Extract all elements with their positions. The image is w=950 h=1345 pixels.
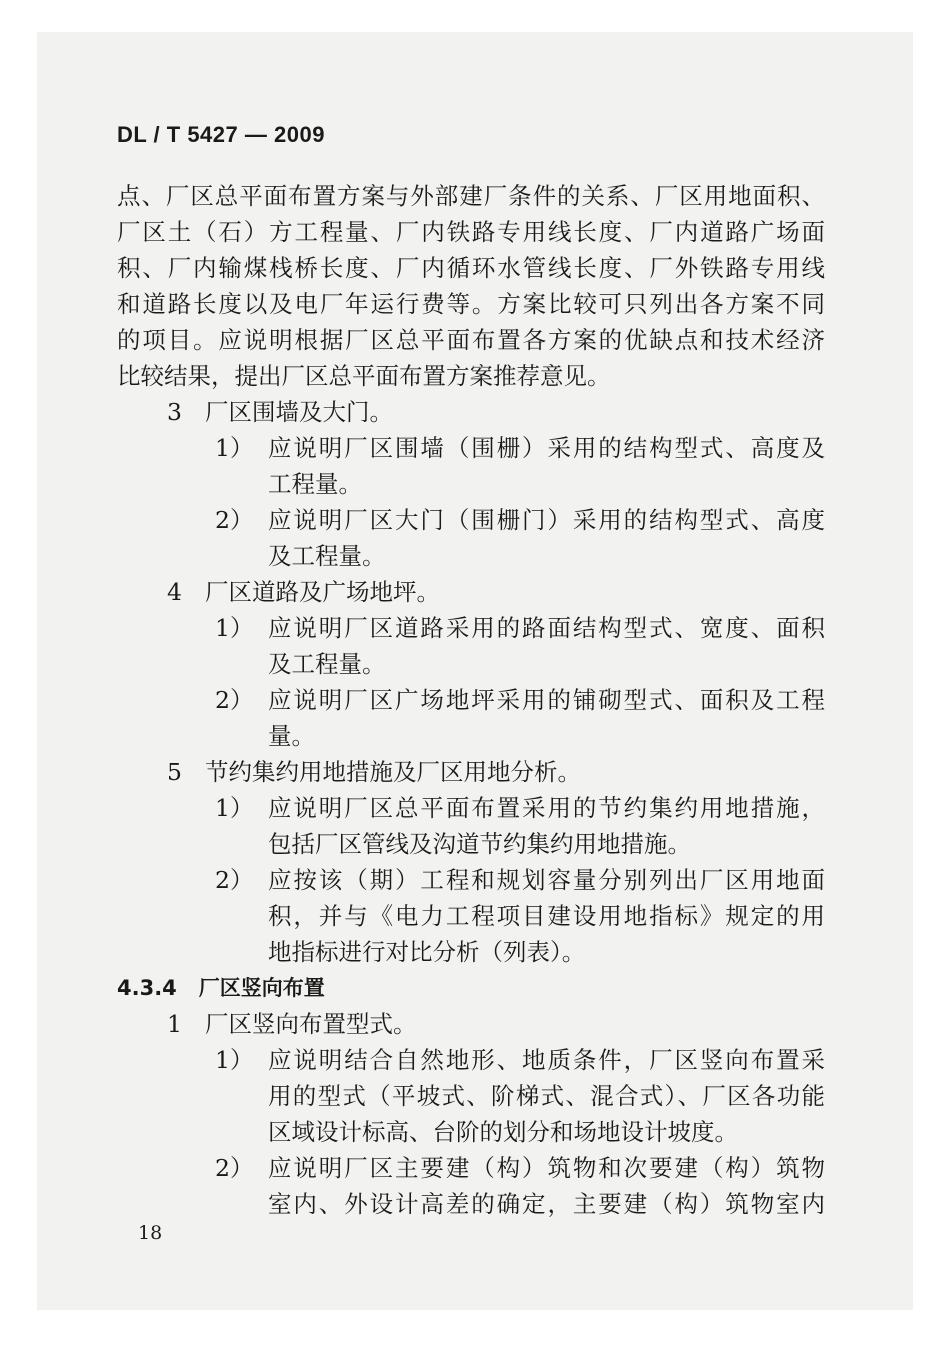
intro-line: 厂区土（石）方工程量、厂内铁路专用线长度、厂内道路广场面 [117, 218, 825, 246]
sub-item-number: 2） [215, 506, 254, 534]
sub-item-line: 积，并与《电力工程项目建设用地指标》规定的用 [268, 902, 825, 930]
intro-line: 和道路长度以及电厂年运行费等。方案比较可只列出各方案不同 [117, 290, 825, 318]
item-number: 3 [167, 398, 182, 426]
sub-item-line: 用的型式（平坡式、阶梯式、混合式）、厂区各功能 [268, 1082, 825, 1110]
sub-item-line: 应按该（期）工程和规划容量分别列出厂区用地面 [268, 866, 825, 894]
sub-item-line: 量。 [268, 722, 315, 750]
sub-item-number: 1） [215, 794, 254, 822]
section-number: 4.3.4 [117, 976, 177, 1000]
sub-item-line: 室内、外设计高差的确定，主要建（构）筑物室内 [268, 1190, 825, 1218]
sub-item-line: 工程量。 [268, 470, 362, 498]
section-title: 厂区竖向布置 [198, 976, 325, 1000]
sub-item-number: 1） [215, 1046, 254, 1074]
sub-item-number: 2） [215, 686, 254, 714]
intro-line: 比较结果，提出厂区总平面布置方案推荐意见。 [117, 362, 611, 390]
sub-item-line: 应说明厂区大门（围栅门）采用的结构型式、高度 [268, 506, 825, 534]
section-heading [117, 970, 325, 1006]
intro-line: 的项目。应说明根据厂区总平面布置各方案的优缺点和技术经济 [117, 326, 825, 354]
sub-item-number: 1） [215, 434, 254, 462]
item-number: 4 [167, 578, 182, 606]
sub-item-line: 及工程量。 [268, 650, 386, 678]
sub-item-line: 应说明厂区主要建（构）筑物和次要建（构）筑物 [268, 1154, 825, 1182]
standard-header: DL / T 5427 — 2009 [117, 122, 325, 147]
sub-item-line: 应说明厂区总平面布置采用的节约集约用地措施， [268, 794, 825, 822]
sub-item-line: 应说明厂区广场地坪采用的铺砌型式、面积及工程 [268, 686, 825, 714]
intro-line: 点、厂区总平面布置方案与外部建厂条件的关系、厂区用地面积、 [117, 182, 825, 210]
sub-item-line: 及工程量。 [268, 542, 386, 570]
sub-item-line: 地指标进行对比分析（列表）。 [268, 938, 586, 966]
item-title: 厂区竖向布置型式。 [205, 1010, 417, 1038]
sub-item-number: 1） [215, 614, 254, 642]
sub-item-line: 应说明厂区道路采用的路面结构型式、宽度、面积 [268, 614, 825, 642]
item-number: 1 [167, 1010, 182, 1038]
sub-item-line: 应说明结合自然地形、地质条件，厂区竖向布置采 [268, 1046, 825, 1074]
item-title: 节约集约用地措施及厂区用地分析。 [205, 758, 581, 786]
sub-item-number: 2） [215, 1154, 254, 1182]
sub-item-number: 2） [215, 866, 254, 894]
sub-item-line: 应说明厂区围墙（围栅）采用的结构型式、高度及 [268, 434, 825, 462]
sub-item-line: 区域设计标高、台阶的划分和场地设计坡度。 [268, 1118, 738, 1146]
page-number: 18 [138, 1222, 163, 1244]
item-title: 厂区道路及广场地坪。 [205, 578, 440, 606]
sub-item-line: 包括厂区管线及沟道节约集约用地措施。 [268, 830, 691, 858]
item-number: 5 [167, 758, 182, 786]
item-title: 厂区围墙及大门。 [205, 398, 393, 426]
intro-line: 积、厂内输煤栈桥长度、厂内循环水管线长度、厂外铁路专用线 [117, 254, 825, 282]
